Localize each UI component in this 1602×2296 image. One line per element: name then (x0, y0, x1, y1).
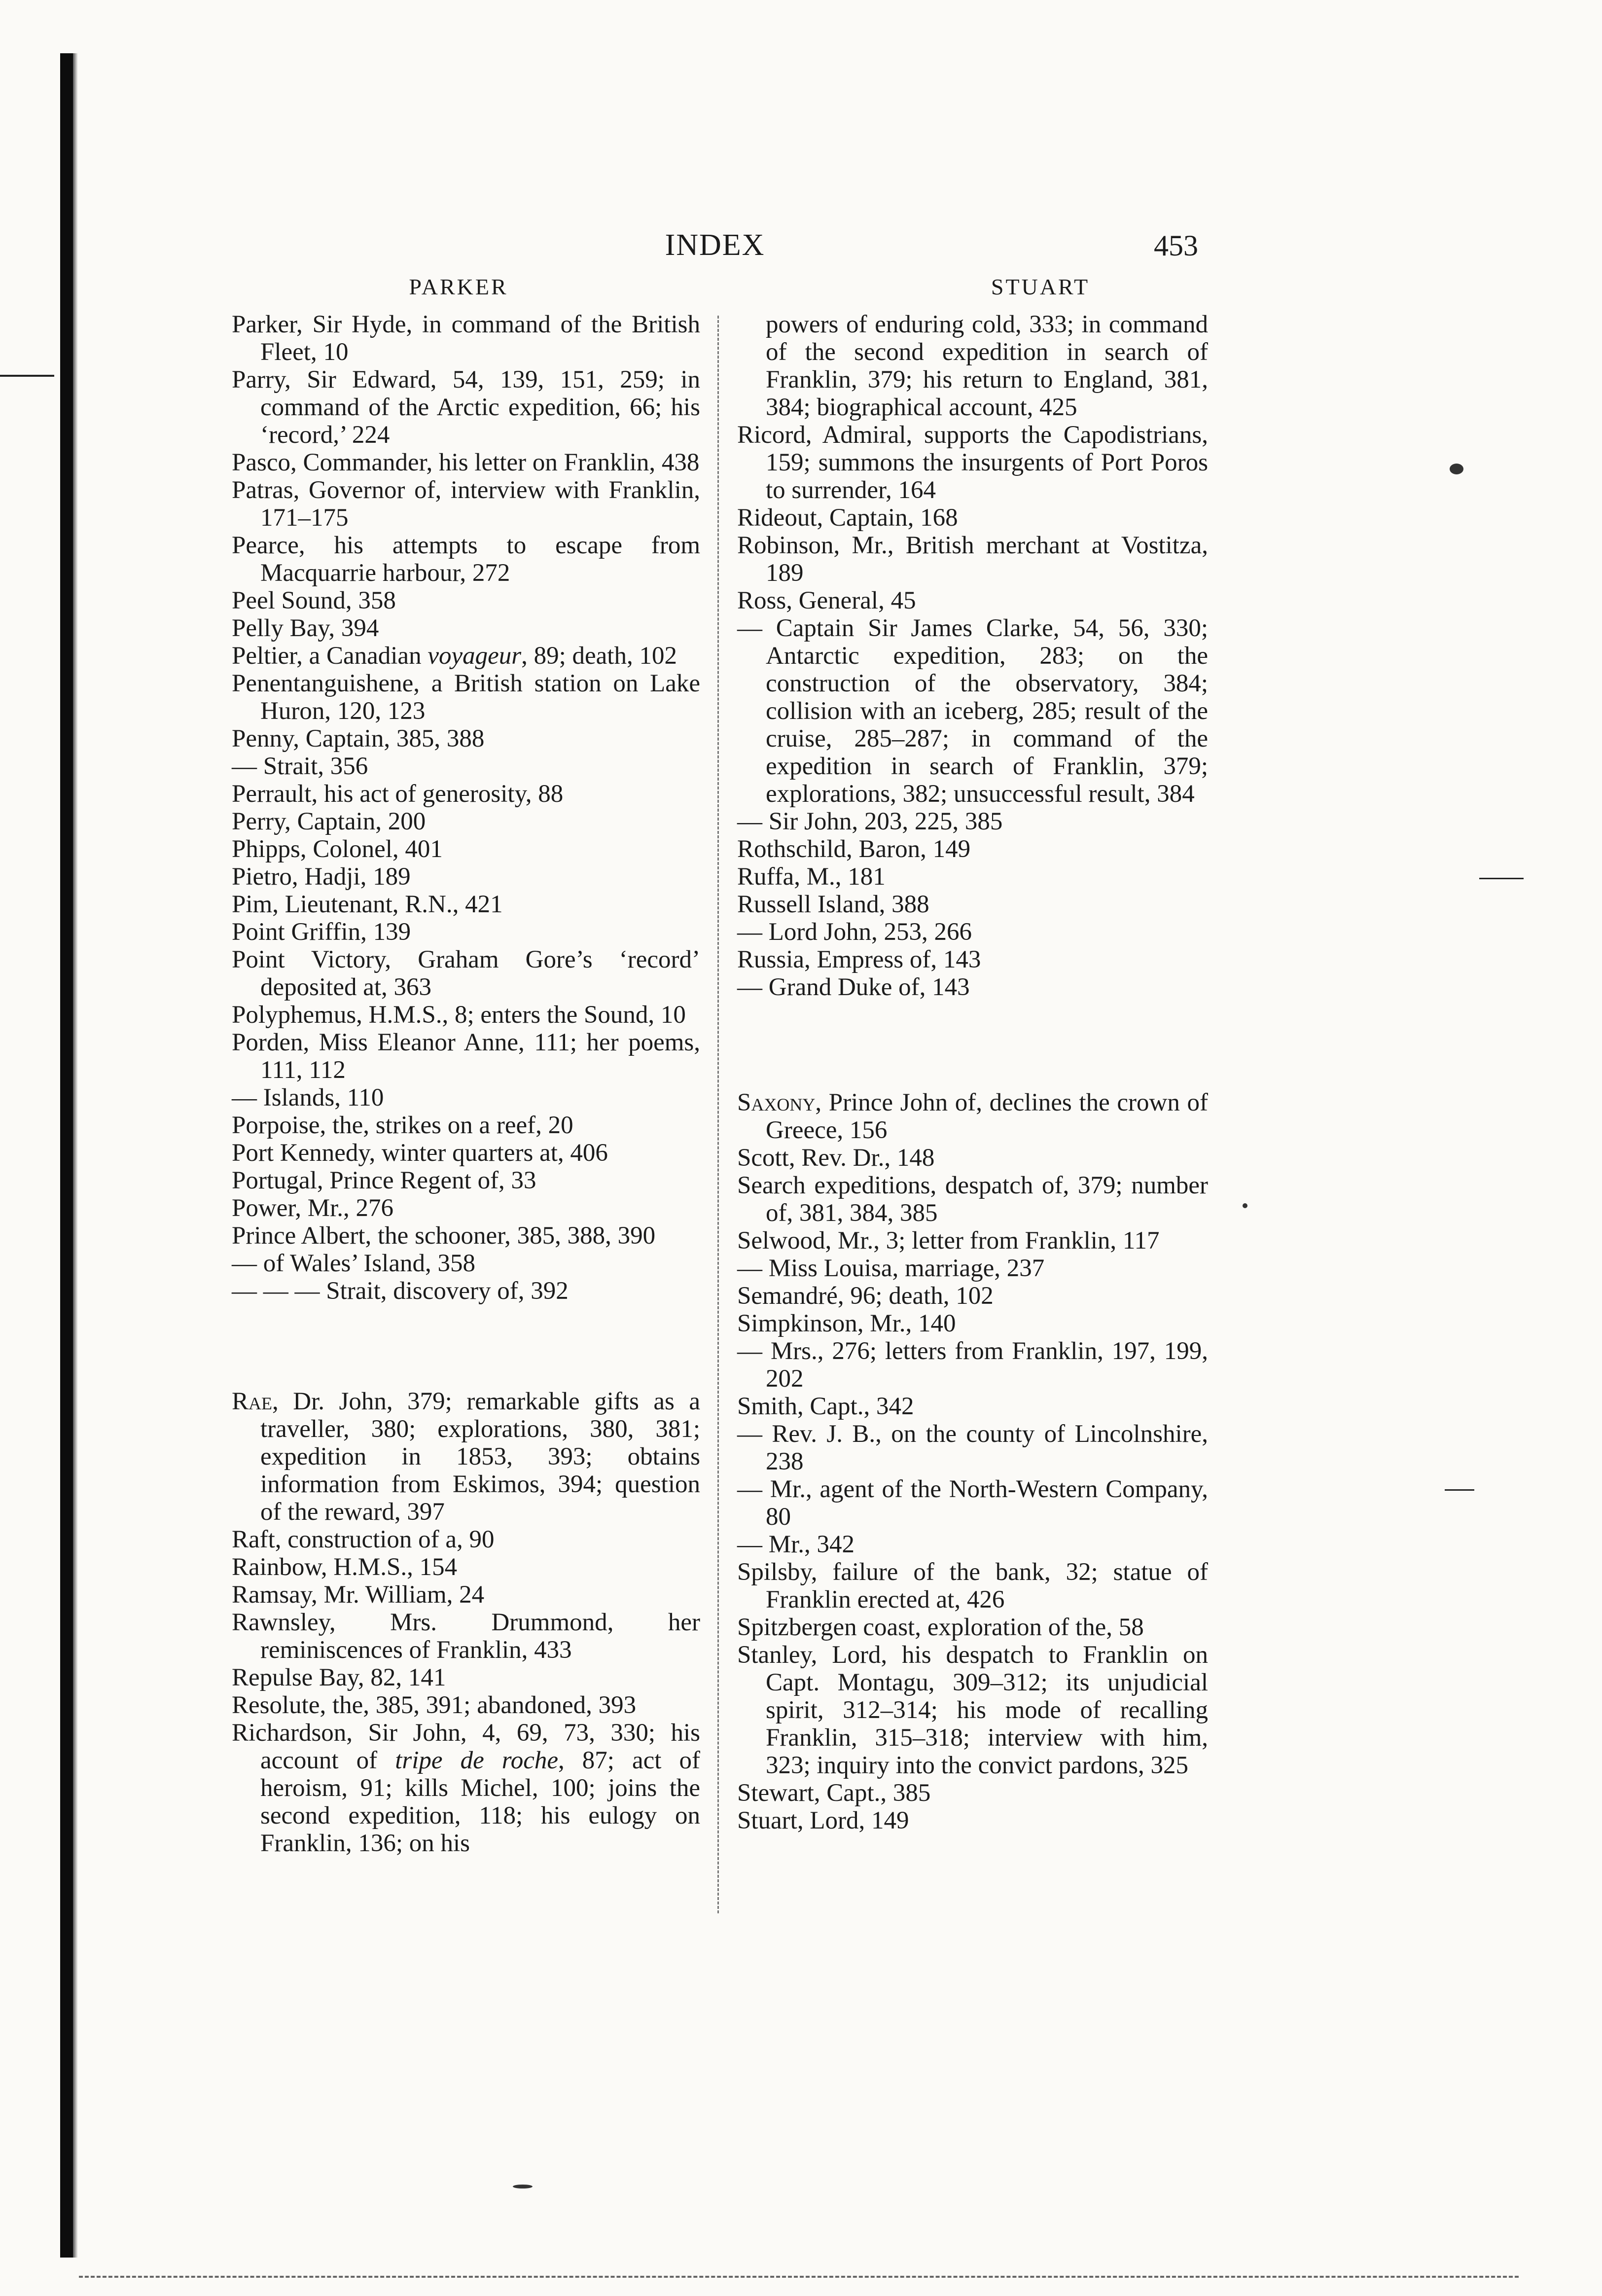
entry-text: Stuart, Lord, 149 (737, 1807, 909, 1834)
entry-post: , 89; death, 102 (521, 642, 677, 670)
index-entry (737, 918, 1208, 946)
index-entry (232, 1194, 700, 1222)
entry-text: Rideout, Captain, 168 (737, 504, 958, 532)
left-index-column (232, 311, 700, 1857)
index-entry (232, 670, 700, 725)
entry-text: Raft, construction of a, 90 (232, 1526, 495, 1553)
index-entry (232, 946, 700, 1001)
entry-text: Porpoise, the, strikes on a reef, 20 (232, 1112, 573, 1139)
index-entry (232, 835, 700, 863)
page-title: INDEX (665, 228, 765, 262)
entry-text: Selwood, Mr., 3; letter from Franklin, 117 (737, 1227, 1160, 1255)
entry-text: Rainbow, H.M.S., 154 (232, 1553, 458, 1581)
entry-text: Point Griffin, 139 (232, 918, 411, 946)
entry-text: Patras, Governor of, interview with Franklin, 171–175 (232, 476, 700, 532)
entry-text: Russell Island, 388 (737, 891, 929, 918)
index-entry (737, 587, 1208, 614)
entry-text: — Mrs., 276; letters from Franklin, 197, 199, 202 (737, 1337, 1208, 1393)
right-guide-word: STUART (991, 274, 1090, 299)
index-entry (737, 1779, 1208, 1807)
index-entry (232, 1609, 700, 1664)
index-entry (737, 1531, 1208, 1558)
index-entry (232, 753, 700, 780)
entry-text: Portugal, Prince Regent of, 33 (232, 1167, 536, 1194)
column-divider (717, 316, 719, 1913)
scan-mark (1479, 878, 1524, 879)
entry-text: Rothschild, Baron, 149 (737, 835, 971, 863)
index-entry (232, 1581, 700, 1609)
index-entry (232, 891, 700, 918)
entry-text: Penny, Captain, 385, 388 (232, 725, 485, 753)
index-entry-continuation (737, 311, 1208, 421)
entry-text: Scott, Rev. Dr., 148 (737, 1144, 935, 1172)
index-entry (737, 1807, 1208, 1834)
index-entry (232, 1029, 700, 1084)
index-entry (232, 863, 700, 891)
index-entry (737, 808, 1208, 835)
entry-text: — Captain Sir James Clarke, 54, 56, 330; Antarctic expedition, 283; on the construction of the observatory, 384; collision with an iceberg, 285; result of the cruise, 285–287; in command of the expedition in search of Franklin, 379; explorations, 382; unsuccessful result, 384 (737, 614, 1208, 808)
binding-shadow (73, 53, 78, 2258)
entry-text: Ross, General, 45 (737, 587, 916, 614)
index-entry (737, 1172, 1208, 1227)
index-entry (737, 1420, 1208, 1475)
index-entry (737, 1310, 1208, 1337)
index-entry (737, 973, 1208, 1001)
entry-text: Pim, Lieutenant, R.N., 421 (232, 891, 503, 918)
index-entry (232, 1084, 700, 1112)
index-entry (232, 1222, 700, 1250)
entry-text: — Strait, 356 (232, 753, 368, 780)
entry-text: Russia, Empress of, 143 (737, 946, 981, 973)
entry-text: — Mr., 342 (737, 1531, 855, 1558)
entry-text: Porden, Miss Eleanor Anne, 111; her poems, 111, 112 (232, 1029, 700, 1084)
entry-text: Pelly Bay, 394 (232, 614, 379, 642)
entry-text: Power, Mr., 276 (232, 1194, 394, 1222)
entry-text: Pearce, his attempts to escape from Macquarrie harbour, 272 (232, 532, 700, 587)
entry-text: Pietro, Hadji, 189 (232, 863, 411, 891)
index-entry (737, 891, 1208, 918)
index-entry (737, 532, 1208, 587)
entry-text: — Grand Duke of, 143 (737, 973, 970, 1001)
entry-text: Perry, Captain, 200 (232, 808, 426, 835)
entry-post: , 87; act of heroism, 91; kills Michel, 100; joins the second expedition, 118; his eulogy on Franklin, 136; on his (260, 1747, 701, 1857)
index-entry (232, 918, 700, 946)
index-entry (737, 1614, 1208, 1641)
index-entry (737, 1337, 1208, 1393)
index-entry (737, 1282, 1208, 1310)
index-entry (737, 1475, 1208, 1531)
index-entry (737, 1393, 1208, 1420)
index-entry (232, 1719, 700, 1857)
entry-text: Ruffa, M., 181 (737, 863, 886, 891)
entry-text: Semandré, 96; death, 102 (737, 1282, 994, 1310)
index-entry (232, 1526, 700, 1553)
entry-text: Simpkinson, Mr., 140 (737, 1310, 956, 1337)
entry-post: , Prince John of, declines the crown of Greece, 156 (766, 1089, 1208, 1144)
index-entry (737, 421, 1208, 504)
index-entry (232, 311, 700, 366)
entry-text: Peel Sound, 358 (232, 587, 396, 614)
entry-text: Parry, Sir Edward, 54, 139, 151, 259; in command of the Arctic expedition, 66; his ‘record,’ 224 (232, 366, 700, 449)
entry-text: Perrault, his act of generosity, 88 (232, 780, 564, 808)
index-entry (737, 614, 1208, 808)
index-entry (232, 476, 700, 532)
index-entry (737, 1641, 1208, 1779)
index-entry (232, 614, 700, 642)
scan-mark (0, 375, 54, 377)
entry-text: Robinson, Mr., British merchant at Vostitza, 189 (737, 532, 1208, 587)
index-entry (737, 1227, 1208, 1255)
entry-text: Penentanguishene, a British station on Lake Huron, 120, 123 (232, 670, 700, 725)
index-entry (232, 1139, 700, 1167)
index-entry (737, 946, 1208, 973)
index-entry (232, 532, 700, 587)
entry-em: tripe de roche (395, 1747, 558, 1774)
entry-text: Point Victory, Graham Gore’s ‘record’ deposited at, 363 (232, 946, 700, 1001)
index-entry (232, 587, 700, 614)
entry-sc: Saxony (737, 1089, 816, 1116)
entry-text: — Lord John, 253, 266 (737, 918, 972, 946)
scan-speck (1450, 464, 1463, 474)
entry-post: , Dr. John, 379; remarkable gifts as a traveller, 380; explorations, 380, 381; expedition in 1853, 393; obtains information from Eskimos, 394; question of the reward, 397 (260, 1388, 700, 1526)
entry-text: Prince Albert, the schooner, 385, 388, 390 (232, 1222, 656, 1250)
entry-pre: Richardson, Sir John, 4, 69, 73, 330; his account of (232, 1719, 700, 1774)
index-entry (232, 1691, 700, 1719)
index-entry (737, 863, 1208, 891)
right-index-column (737, 311, 1208, 1834)
entry-text: — Islands, 110 (232, 1084, 384, 1112)
entry-text: Rawnsley, Mrs. Drummond, her reminiscences of Franklin, 433 (232, 1609, 700, 1664)
scan-mark (1445, 1489, 1474, 1491)
entry-text: Stewart, Capt., 385 (737, 1779, 931, 1807)
index-entry (737, 1558, 1208, 1614)
entry-text: Pasco, Commander, his letter on Franklin, 438 (232, 449, 700, 476)
entry-text: Phipps, Colonel, 401 (232, 835, 443, 863)
index-entry (232, 1664, 700, 1691)
entry-text: — — — Strait, discovery of, 392 (232, 1277, 569, 1305)
index-entry (232, 366, 700, 449)
entry-sc: Rae (232, 1388, 273, 1415)
index-entry (737, 1144, 1208, 1172)
entry-text: Port Kennedy, winter quarters at, 406 (232, 1139, 608, 1167)
binding-edge (60, 53, 73, 2258)
entry-em: voyageur (427, 642, 522, 670)
index-entry (737, 504, 1208, 532)
entry-text: powers of enduring cold, 333; in command of the second expedition in search of Franklin, 379; his return to England, 381, 384; biographical account, 425 (766, 311, 1208, 421)
entry-text: Polyphemus, H.M.S., 8; enters the Sound, 10 (232, 1001, 686, 1029)
index-entry (737, 1255, 1208, 1282)
scan-speck (513, 2185, 533, 2188)
entry-text: Spilsby, failure of the bank, 32; statue of Franklin erected at, 426 (737, 1558, 1208, 1614)
letter-section-gap (737, 1001, 1208, 1089)
entry-pre: Peltier, a Canadian (232, 642, 428, 670)
index-entry (232, 1001, 700, 1029)
entry-text: — Sir John, 203, 225, 385 (737, 808, 1003, 835)
entry-text: Repulse Bay, 82, 141 (232, 1664, 446, 1691)
left-guide-word: PARKER (409, 274, 508, 299)
index-entry (232, 1388, 700, 1526)
scan-edge (79, 2276, 1519, 2278)
index-entry (232, 1250, 700, 1277)
index-entry (737, 1089, 1208, 1144)
entry-text: Search expeditions, despatch of, 379; number of, 381, 384, 385 (737, 1172, 1208, 1227)
index-entry (232, 1112, 700, 1139)
index-entry (232, 449, 700, 476)
letter-section-gap (232, 1305, 700, 1388)
entry-text: — Miss Louisa, marriage, 237 (737, 1255, 1045, 1282)
entry-text: Stanley, Lord, his despatch to Franklin on Capt. Montagu, 309–312; its unjudicial spirit, 312–314; his mode of recalling Franklin, 315–318; interview with him, 323; inquiry into the convict pardons, 325 (737, 1641, 1208, 1779)
entry-text: — of Wales’ Island, 358 (232, 1250, 475, 1277)
index-entry (232, 642, 700, 670)
scan-speck (1243, 1203, 1247, 1208)
index-entry (232, 808, 700, 835)
entry-text: Resolute, the, 385, 391; abandoned, 393 (232, 1691, 637, 1719)
entry-text: Ramsay, Mr. William, 24 (232, 1581, 485, 1609)
entry-text: Parker, Sir Hyde, in command of the British Fleet, 10 (232, 311, 700, 366)
entry-text: Smith, Capt., 342 (737, 1393, 914, 1420)
index-entry (232, 1277, 700, 1305)
index-entry (232, 1553, 700, 1581)
entry-text: — Rev. J. B., on the county of Lincolnshire, 238 (737, 1420, 1208, 1475)
index-entry (737, 835, 1208, 863)
entry-text: Spitzbergen coast, exploration of the, 58 (737, 1614, 1144, 1641)
index-entry (232, 725, 700, 753)
entry-text: Ricord, Admiral, supports the Capodistrians, 159; summons the insurgents of Port Poros to surrender, 164 (737, 421, 1208, 504)
index-entry (232, 780, 700, 808)
page-number: 453 (1154, 229, 1198, 262)
entry-text: — Mr., agent of the North-Western Company, 80 (737, 1475, 1208, 1531)
index-entry (232, 1167, 700, 1194)
